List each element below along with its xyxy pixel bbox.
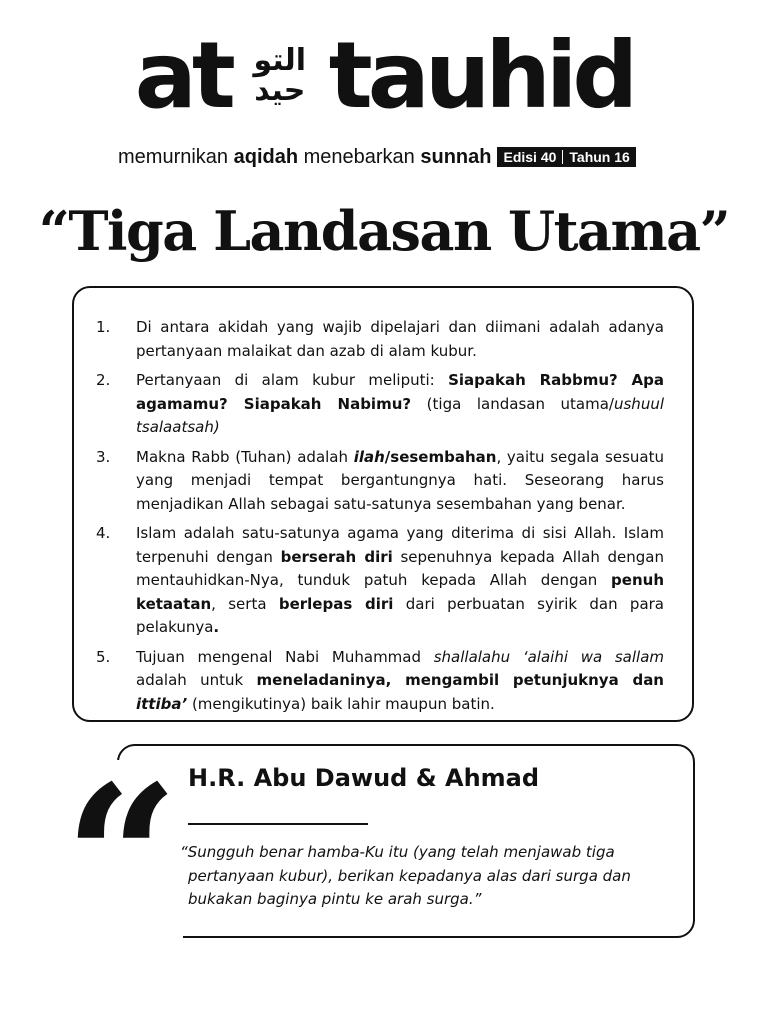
list-item — [96, 646, 664, 717]
logo-arabic-text — [237, 43, 323, 108]
list-item-text — [136, 522, 664, 640]
tagline-part-bold: sunnah — [420, 145, 492, 168]
summary-box — [72, 286, 694, 722]
text-segment: . — [213, 618, 220, 636]
text-segment: ittiba’ — [136, 694, 188, 713]
text-segment: ilah — [353, 447, 385, 466]
list-item-text — [136, 369, 664, 440]
list-item — [96, 522, 664, 640]
quote-mark-icon: “ — [60, 760, 183, 960]
list-item-text — [136, 316, 664, 363]
text-segment: dari perbuatan syirik dan para pelakunya — [136, 594, 664, 636]
year-label: Tahun 16 — [569, 149, 630, 165]
tagline — [118, 146, 491, 169]
list-item — [96, 316, 664, 363]
list-item-number: 4. — [96, 524, 111, 542]
list-item — [96, 369, 664, 440]
summary-points-list — [96, 316, 664, 722]
quote-text: “Sungguh benar hamba-Ku itu (yang telah menjawab tiga pertanyaan kubur), berikan kepadanya alas dari surga dan bukakan baginya pintu ke arah surga.” — [180, 843, 631, 908]
list-item-text — [136, 446, 664, 517]
text-segment: Pertanyaan di alam kubur meliputi: — [136, 371, 449, 389]
list-item — [96, 446, 664, 517]
tagline-part: menebarkan — [298, 145, 421, 168]
text-segment: (mengikutinya) baik lahir maupun batin. — [187, 694, 495, 713]
page-title: “Tiga Landasan Utama” — [38, 199, 730, 263]
quote-source: H.R. Abu Dawud & Ahmad — [188, 764, 540, 792]
tagline-part-bold: aqidah — [233, 145, 299, 168]
logo-arabic-line-2: حيد — [254, 73, 306, 108]
logo-text-tauhid: tauhid — [328, 22, 634, 129]
text-segment: sepenuhnya kepada Allah dengan mentauhidkan-Nya, tunduk patuh kepada Allah dengan — [136, 547, 665, 589]
masthead-logo — [0, 22, 768, 129]
list-item-text — [136, 646, 664, 717]
text-segment: Islam adalah satu-satunya agama yang diterima di sisi Allah. Islam terpenuhi dengan — [136, 524, 664, 566]
list-item-number: 3. — [96, 447, 111, 466]
text-segment: ushuul tsalaatsah) — [136, 394, 664, 436]
text-segment: (tiga landasan utama/ — [411, 394, 614, 413]
text-segment: , serta — [211, 594, 279, 613]
logo-arabic-line-1: التو — [253, 43, 307, 78]
text-segment: /sesembahan — [384, 447, 497, 466]
quote-divider — [188, 823, 368, 825]
text-segment: adalah untuk — [136, 671, 257, 689]
tagline-row — [118, 143, 658, 171]
edition-label: Edisi 40 — [503, 149, 557, 165]
text-segment: berserah diri — [280, 547, 393, 566]
list-item-number: 5. — [96, 647, 111, 666]
tagline-part: memurnikan — [118, 145, 234, 168]
issue-badge — [497, 147, 635, 167]
text-segment: Makna Rabb (Tuhan) adalah — [136, 447, 354, 466]
list-item-number: 2. — [96, 371, 111, 389]
list-item-number: 1. — [96, 318, 111, 336]
text-segment: Siapakah Rabbmu? Apa agamamu? Siapakah Nabimu? — [136, 371, 664, 413]
issue-divider — [562, 150, 563, 164]
text-segment: penuh ketaatan — [136, 571, 664, 613]
text-segment: berlepas diri — [278, 594, 394, 613]
text-segment: meneladaninya, mengambil petunjuknya dan — [256, 671, 664, 689]
logo-text-at: at — [134, 22, 231, 129]
text-segment: Di antara akidah yang wajib dipelajari dan diimani adalah adanya pertanyaan malaikat dan azab di alam kubur. — [136, 318, 664, 360]
text-segment: Tujuan mengenal Nabi Muhammad — [136, 647, 434, 666]
text-segment: shallalahu ‘alaihi wa sallam — [433, 647, 664, 666]
text-segment: , yaitu segala sesuatu yang menjadi tempat bergantungnya hati. Seseorang harus menjadikan Allah sebagai satu-satunya sesembahan yang benar. — [136, 447, 664, 513]
